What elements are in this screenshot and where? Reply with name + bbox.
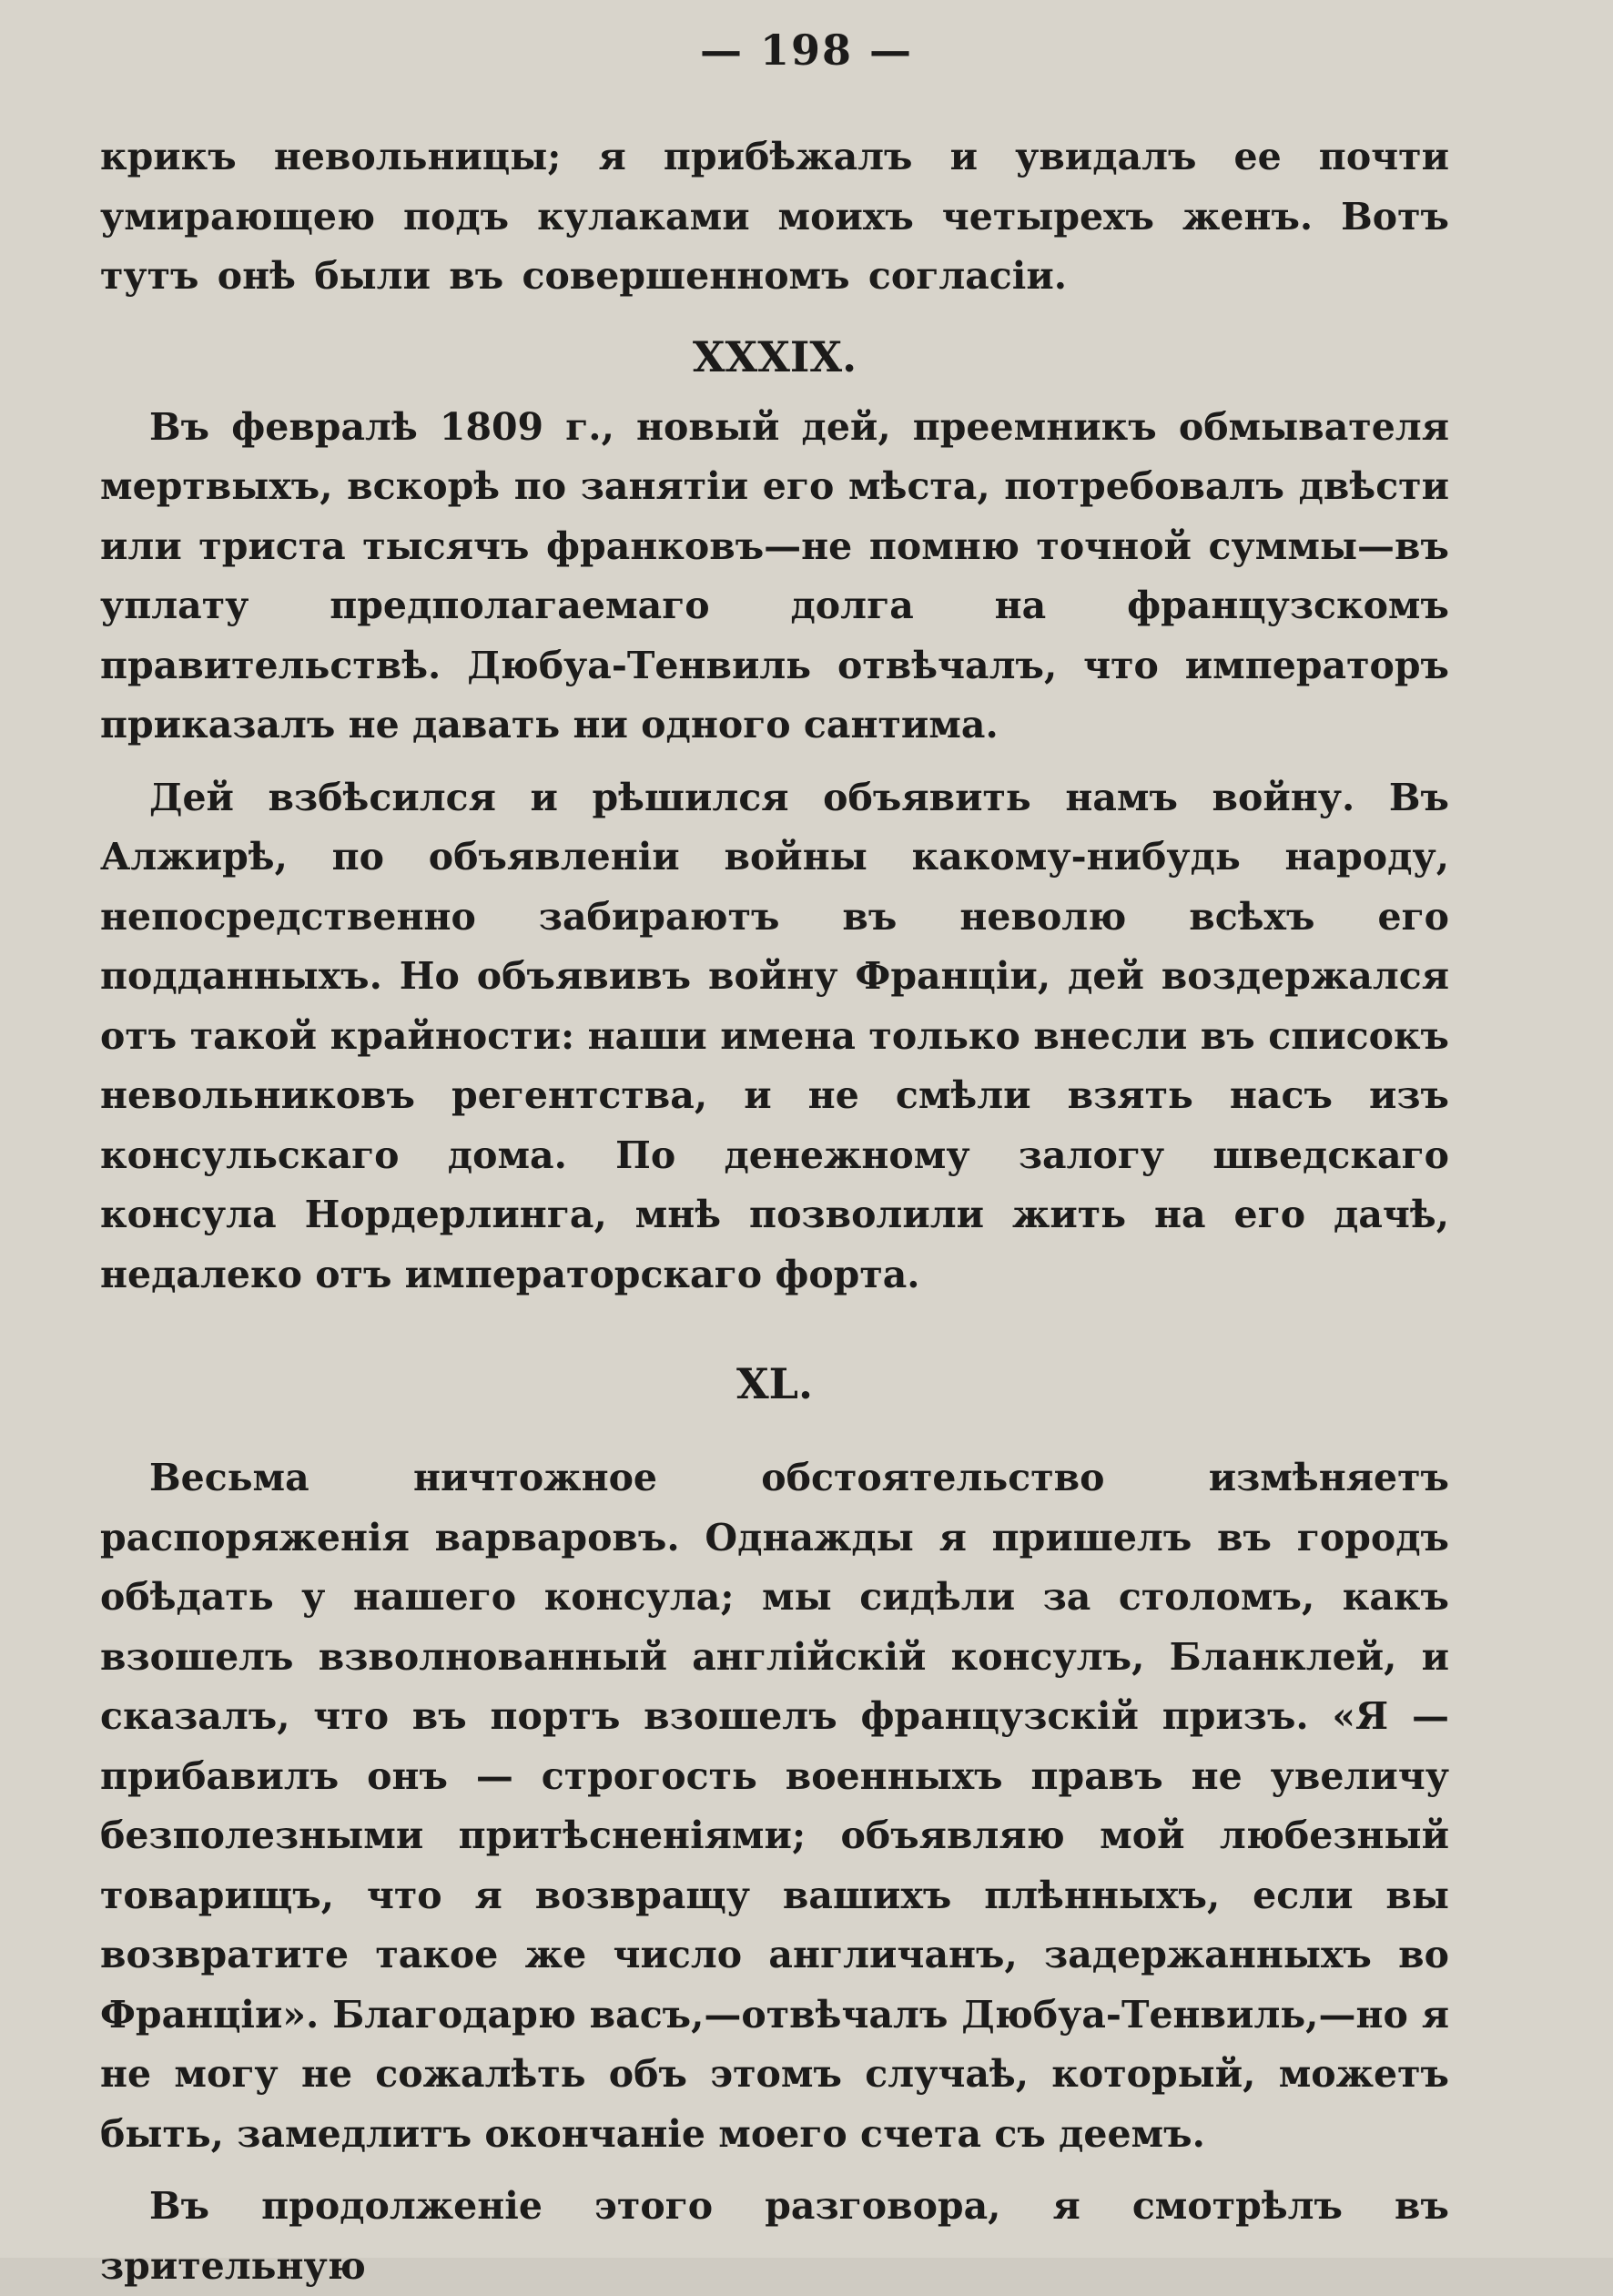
page-number: — 198 — xyxy=(699,25,914,75)
paragraph: Дей взбѣсился и рѣшился объявить намъ войну. Въ Алжирѣ, по объявленіи войны какому-нибудь народу, непосредственно забираютъ въ неволю всѣхъ его подданныхъ. Но объявивъ войну Франціи, дей воздержался отъ такой крайности: наши имена только внесли въ списокъ невольниковъ регентства, и не смѣли взять насъ изъ консульскаго дома. По денежному залогу шведскаго консула Нордерлинга, мнѣ позволили жить на его дачѣ, недалеко отъ императорскаго форта. xyxy=(100,775,1449,1296)
paragraph: Въ февралѣ 1809 г., новый дей, преемникъ обмывателя мертвыхъ, вскорѣ по занятіи его мѣста, потребовалъ двѣсти или триста тысячъ франковъ—не помню точной суммы—въ уплату предполагаемаго долга на французскомъ правительствѣ. Дюбуа-Тенвиль отвѣчалъ, что императоръ приказалъ не давать ни одного сантима. xyxy=(100,404,1449,747)
paragraph-continued: крикъ невольницы; я прибѣжалъ и увидалъ ее почти умирающею подъ кулаками моихъ четырехъ женъ. Вотъ тутъ онѣ были въ совершенномъ согласіи. xyxy=(100,135,1449,298)
page-body xyxy=(100,127,1449,2296)
paragraph: Весьма ничтожное обстоятельство измѣняетъ распоряженія варваровъ. Однажды я пришелъ въ городъ обѣдать у нашего консула; мы сидѣли за столомъ, какъ взошелъ взволнованный англійскій консулъ, Бланклей, и сказалъ, что въ портъ взошелъ французскій призъ. «Я — прибавилъ онъ — строгость военныхъ правъ не увеличу безполезными притѣсненіями; объявляю мой любезный товарищъ, что я возвращу вашихъ плѣнныхъ, если вы возвратите такое же число англичанъ, задержанныхъ во Франціи». Благодарю васъ,—отвѣчалъ Дюбуа-Тенвиль,—но я не могу не сожалѣть объ этомъ случаѣ, который, можетъ быть, замедлитъ окончаніе моего счета съ деемъ. xyxy=(100,1456,1449,2156)
paragraph: Въ продолженіе этого разговора, я смотрѣлъ въ зрительную xyxy=(100,2184,1449,2288)
section-heading-xl: XL. xyxy=(735,1359,814,1408)
section-heading-xxxix: XXXIX. xyxy=(692,331,857,381)
